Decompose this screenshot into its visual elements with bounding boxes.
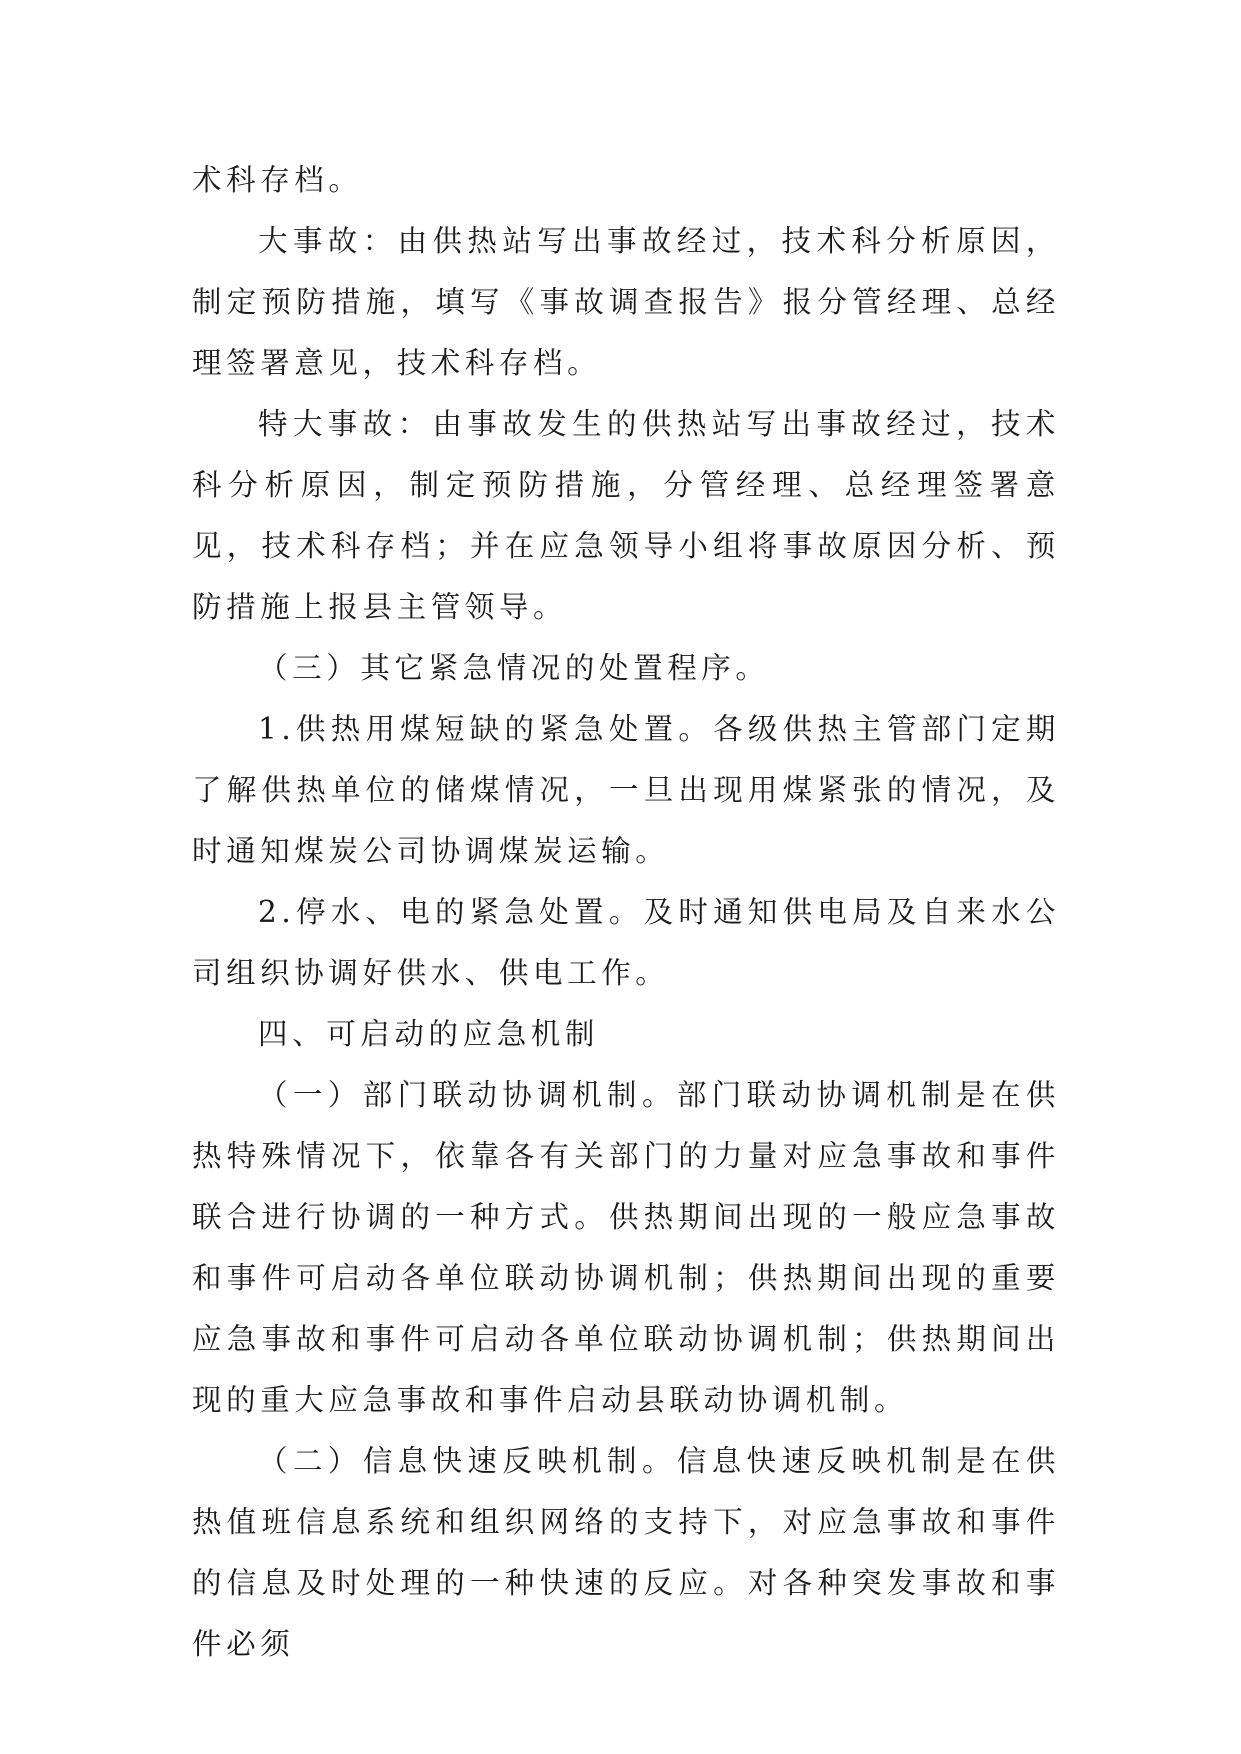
heading-emergency-mechanisms: 四、可启动的应急机制: [258, 1017, 600, 1051]
paragraph-severe-accident: 特大事故：由事故发生的供热站写出事故经过，技术科分析原因，制定预防措施，分管经理、总经理签署意见，技术科存档；并在应急领导小组将事故原因分析、预防措施上报县主管领导。: [192, 407, 1060, 624]
paragraph-water-power-outage: 2.停水、电的紧急处置。及时通知供电局及自来水公司组织协调好供水、供电工作。: [192, 895, 1060, 990]
paragraph-major-accident: 大事故：由供热站写出事故经过，技术科分析原因，制定预防措施，填写《事故调查报告》报分管经理、总经理签署意见，技术科存档。: [192, 224, 1060, 380]
paragraph-rapid-information: （二）信息快速反映机制。信息快速反映机制是在供热值班信息系统和组织网络的支持下，对应急事故和事件的信息及时处理的一种快速的反应。对各种突发事故和事件必须: [192, 1444, 1060, 1661]
paragraph-department-coordination: （一）部门联动协调机制。部门联动协调机制是在供热特殊情况下，依靠各有关部门的力量对应急事故和事件联合进行协调的一种方式。供热期间出现的一般应急事故和事件可启动各单位联动协调机制；供热期间出现的重要应急事故和事件可启动各单位联动协调机制；供热期间出现的重大应急事故和事件启动县联动协调机制。: [192, 1078, 1060, 1417]
heading-other-emergencies: （三）其它紧急情况的处置程序。: [258, 651, 770, 685]
document-body: [192, 150, 1060, 1675]
paragraph-coal-shortage: 1.供热用煤短缺的紧急处置。各级供热主管部门定期了解供热单位的储煤情况，一旦出现用煤紧张的情况，及时通知煤炭公司协调煤炭运输。: [192, 712, 1060, 868]
paragraph-continuation: 术科存档。: [192, 163, 363, 197]
